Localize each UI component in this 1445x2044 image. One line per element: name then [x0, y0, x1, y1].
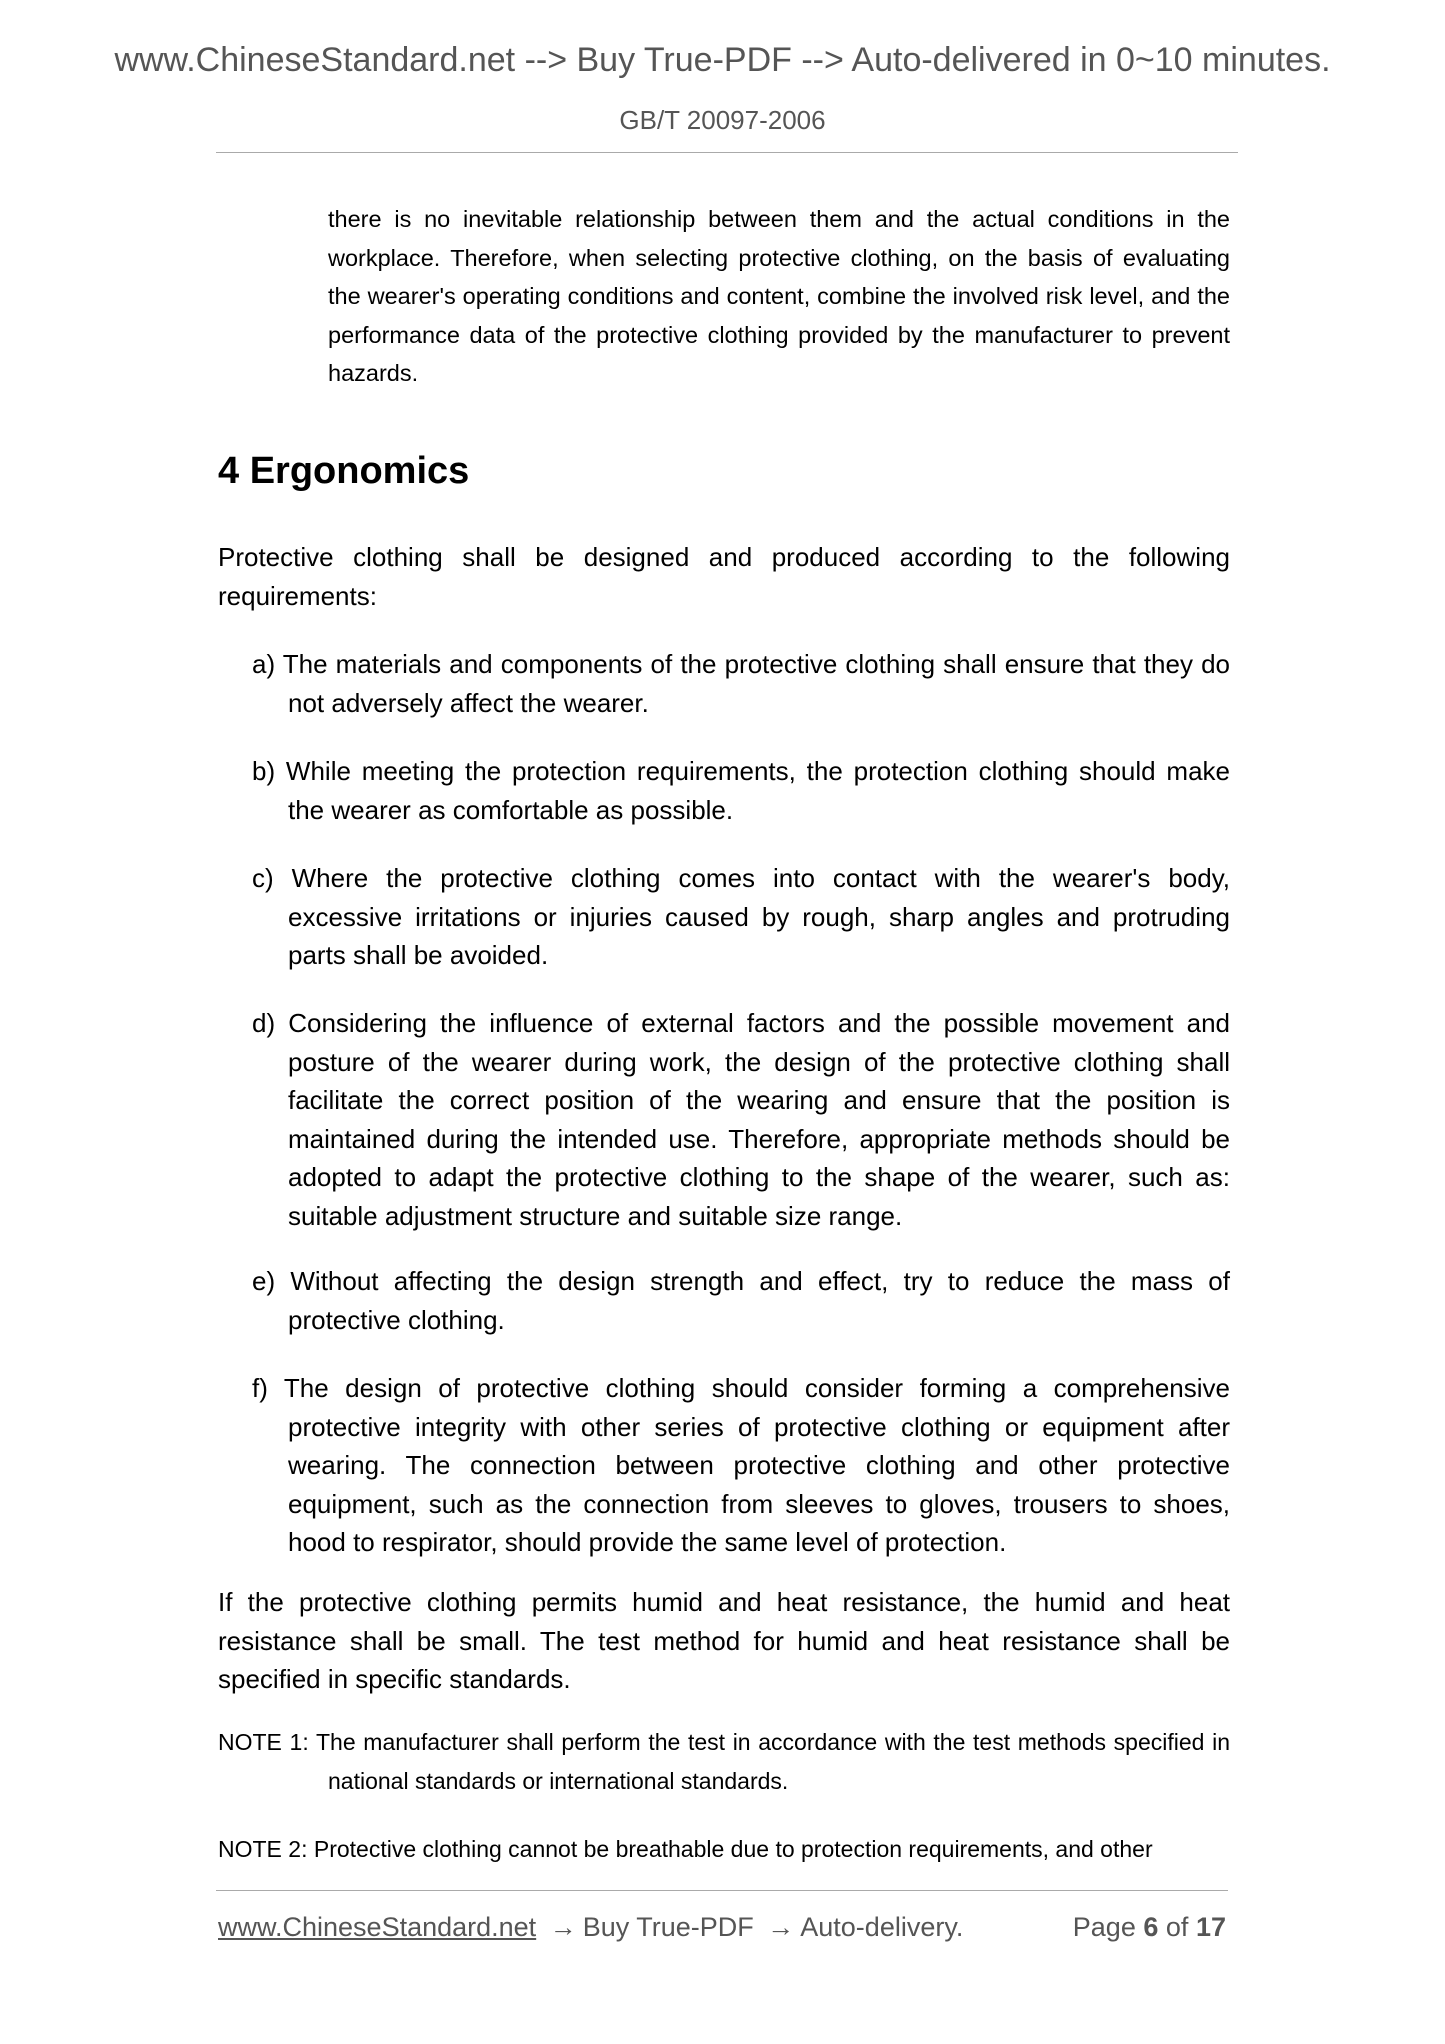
page-indicator: [1073, 1910, 1226, 1944]
footer-delivery-text: Auto-delivery.: [800, 1912, 964, 1942]
list-item-a: a) The materials and components of the protective clothing shall ensure that they do not adversely affect the wearer.: [252, 649, 1230, 718]
list-item-e: e) Without affecting the design strength and effect, try to reduce the mass of protective clothing.: [252, 1266, 1230, 1335]
footer-website-link[interactable]: www.ChineseStandard.net: [218, 1912, 537, 1942]
page-label: Page: [1072, 1912, 1136, 1942]
footer-buy-text: Buy True-PDF: [582, 1912, 754, 1942]
footer-divider: [216, 1890, 1228, 1891]
intro-paragraph: Protective clothing shall be designed and produced according to the following requirements:: [218, 542, 1230, 611]
list-item-b: b) While meeting the protection requirements, the protection clothing should make the wearer as comfortable as possible.: [252, 756, 1230, 825]
section-heading: 4 Ergonomics: [218, 450, 470, 492]
list-item-d: d) Considering the influence of external factors and the possible movement and posture of the wearer during work, the design of the protective clothing shall facilitate the correct position of the wearing and ensure that the position is maintained during the intended use. Therefore, appropriate methods should be adopted to adapt the protective clothing to the shape of the wearer, such as: suitable adjustment structure and suitable size range.: [252, 1008, 1230, 1231]
continued-paragraph: there is no inevitable relationship between them and the actual conditions in the workplace. Therefore, when selecting protective clothing, on the basis of evaluating the wearer's operating conditions and content, combine the involved risk level, and the performance data of the protective clothing provided by the manufacturer to prevent hazards.: [328, 206, 1230, 386]
arrow-right-icon: →: [767, 1912, 795, 1942]
list-item-f: f) The design of protective clothing should consider forming a comprehensive protective integrity with other series of protective clothing or equipment after wearing. The connection between protective clothing and other protective equipment, such as the connection from sleeves to gloves, trousers to shoes, hood to respirator, should provide the same level of protection.: [252, 1373, 1230, 1557]
current-page-number: 6: [1143, 1912, 1159, 1942]
top-banner: www.ChineseStandard.net --> Buy True-PDF --> Auto-delivered in 0~10 minutes.: [114, 41, 1331, 79]
of-label: of: [1165, 1912, 1189, 1942]
arrow-right-icon: →: [549, 1912, 577, 1942]
note-2: NOTE 2: Protective clothing cannot be breathable due to protection requirements, and other: [218, 1836, 1153, 1862]
footer: [218, 1910, 1230, 1944]
note-1: NOTE 1: The manufacturer shall perform the test in accordance with the test methods specified in national standards or international standards.: [218, 1729, 1230, 1794]
standard-code: GB/T 20097-2006: [619, 105, 826, 135]
total-page-count: 17: [1195, 1912, 1226, 1942]
humidity-paragraph: If the protective clothing permits humid and heat resistance, the humid and heat resistance shall be small. The test method for humid and heat resistance shall be specified in specific standards.: [218, 1587, 1230, 1694]
list-item-c: c) Where the protective clothing comes into contact with the wearer's body, excessive irritations or injuries caused by rough, sharp angles and protruding parts shall be avoided.: [252, 863, 1230, 970]
header-divider: [216, 152, 1238, 153]
